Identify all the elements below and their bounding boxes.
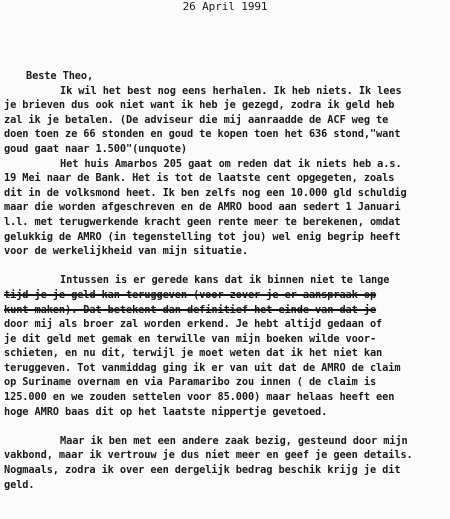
- letter-line: je brieven dus ook niet want ik heb je gezegd, zodra ik geld heb: [4, 99, 395, 112]
- letter-line: l.l. met terugwerkende kracht geen rente meer te berekenen, omdat: [4, 215, 401, 228]
- letter-line: teruggeven. Tot vanmiddag ging ik er van uit dat de AMRO de claim: [4, 361, 401, 374]
- letter-line: maar die worden afgeschreven en de AMRO bood aan sedert 1 Januari: [4, 201, 401, 214]
- letter-lines: [4, 84, 450, 493]
- letter-line: gelukkig de AMRO (in tegenstelling tot jou) wel enig begrip heeft: [4, 230, 401, 243]
- letter-line: zal ik je betalen. (De adviseur die mij aanraadde de ACF weg te: [4, 113, 389, 126]
- letter-line: voor de werkelijkheid van mijn situatie.: [4, 245, 248, 258]
- paragraph-gap: [4, 419, 450, 434]
- letter-line: Intussen is er gerede kans dat ik binnen niet te lange: [60, 274, 390, 287]
- letter-line: goud gaat naar 1.500"(unquote): [4, 142, 187, 155]
- letter-line: schieten, en nu dit, terwijl je moet weten dat ik het niet kan: [4, 347, 383, 360]
- letter-line: Nogmaals, zodra ik over een dergelijk bedrag beschik krijg je dit: [4, 464, 401, 477]
- paragraph-gap: [4, 259, 450, 274]
- salutation: Beste Theo,: [26, 70, 94, 82]
- letter-line: vakbond, maar ik vertrouw je dus niet meer en geef je geen details.: [4, 449, 413, 462]
- letter-line: geld.: [4, 478, 35, 491]
- letter-body: [4, 69, 450, 492]
- letter-line: op Suriname overnam en via Paramaribo zou innen ( de claim is: [4, 376, 377, 389]
- letter-date: 26 April 1991: [182, 0, 268, 13]
- letter-line: tijd je je geld kan teruggeven (voor zover je er aanspraak op: [4, 288, 377, 301]
- letter-line: Ik wil het best nog eens herhalen. Ik heb niets. Ik lees: [60, 84, 402, 97]
- letter-line: Het huis Amarbos 205 gaat om reden dat ik niets heb a.s.: [60, 157, 402, 170]
- letter-line: 19 Mei naar de Bank. Het is tot de laatste cent opgegeten, zoals: [4, 172, 395, 185]
- letter-line: Maar ik ben met een andere zaak bezig, gesteund door mijn: [60, 434, 408, 447]
- letter-line: hoge AMRO baas dit op het laatste nippertje gevetoed.: [4, 405, 328, 418]
- letter-line: je dit geld met gemak en terwille van mijn boeken wilde voor-: [4, 332, 377, 345]
- letter-line: door mij als broer zal worden erkend. Je hebt altijd gedaan of: [4, 318, 383, 331]
- letter-line: 125.000 en we zouden settelen voor 85.000) maar helaas heeft een: [4, 391, 395, 404]
- letter-line: dit in de volksmond heet. Ik ben zelfs nog een 10.000 gld schuldig: [4, 186, 407, 199]
- letter-line: kunt maken). Dat betekent dan definitief het einde van dat je: [4, 303, 377, 316]
- letter-line: doen toen ze 66 stonden en goud te kopen toen het 636 stond,"want: [4, 128, 401, 141]
